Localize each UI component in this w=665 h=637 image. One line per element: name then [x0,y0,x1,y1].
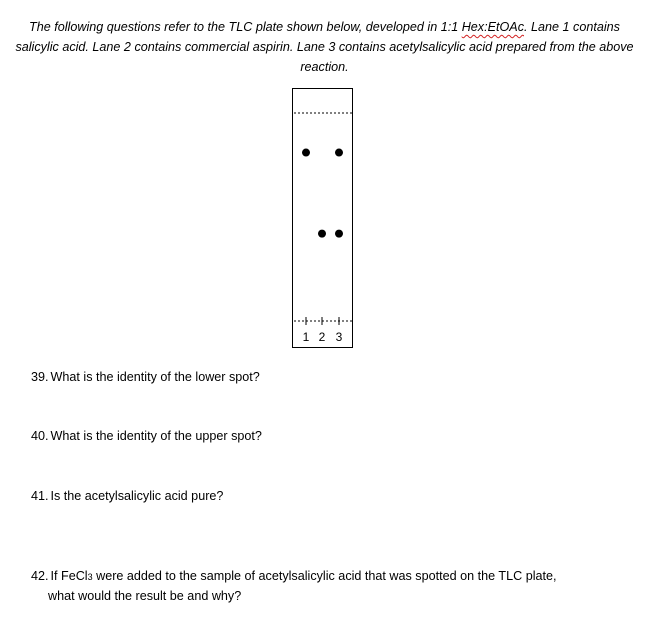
question-42-subscript: 3 [87,572,93,582]
question-42 [31,567,557,606]
tlc-spot-lane-1 [302,149,310,157]
tlc-spot-lane-3 [335,230,343,238]
lane-label-2: 2 [318,330,326,344]
question-41 [31,487,223,506]
lane-label-1: 1 [302,330,310,344]
question-39-text: What is the identity of the lower spot? [50,370,260,384]
tlc-plate-border [293,89,353,348]
lane-label-3: 3 [335,330,343,344]
question-42-text-line2: what would the result be and why? [48,589,242,603]
question-39 [31,368,260,387]
tlc-spot-lane-2 [318,230,326,238]
tlc-spot-lane-3 [335,149,343,157]
solvent-spellcheck-text: Hex:EtOAc [461,20,524,34]
intro-text-part2: . Lane 1 contains salicylic acid. Lane 2 contains commercial aspirin. Lane 3 contains acetylsalicylic acid prepared from the above reaction. [15,20,634,74]
intro-paragraph [8,17,641,77]
question-40-number: 40. [31,429,49,443]
question-40 [31,427,262,446]
question-39-number: 39. [31,370,49,384]
question-40-text: What is the identity of the upper spot? [50,429,262,443]
tlc-plate [292,88,353,348]
question-42-number: 42. [31,569,49,583]
question-42-text-before: If FeCl [50,569,88,583]
question-42-text-after: were added to the sample of acetylsalicylic acid that was spotted on the TLC plate, [92,569,557,583]
question-41-text: Is the acetylsalicylic acid pure? [50,489,224,503]
intro-text-part1: The following questions refer to the TLC plate shown below, developed in 1:1 [29,20,462,34]
question-41-number: 41. [31,489,49,503]
